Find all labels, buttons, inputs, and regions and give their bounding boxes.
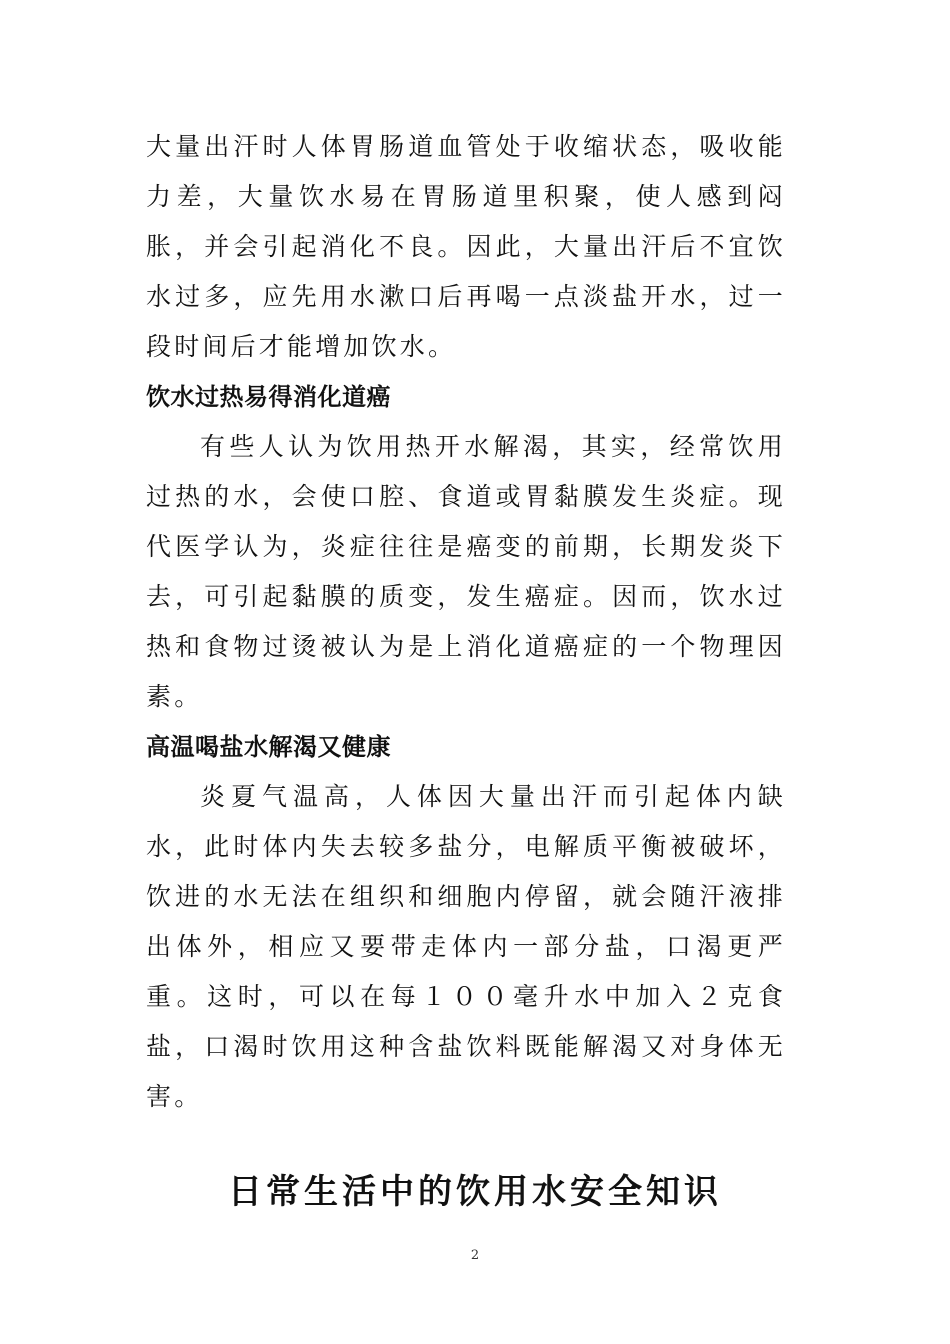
page-number: 2 <box>470 1248 480 1263</box>
section-heading-salt-water: 高温喝盐水解渴又健康 <box>146 733 391 761</box>
paragraph-hot-water-cancer: 有些人认为饮用热开水解渴，其实，经常饮用过热的水，会使口腔、食道或胃黏膜发生炎症。现代医学认为，炎症往往是癌变的前期，长期发炎下去，可引起黏膜的质变，发生癌症。因而，饮水过热和食物过烫被认为是上消化道癌症的一个物理因素。 <box>146 432 786 711</box>
document-title: 日常生活中的饮用水安全知识 <box>228 1172 722 1212</box>
paragraph-salt-water: 炎夏气温高，人体因大量出汗而引起体内缺水，此时体内失去较多盐分，电解质平衡被破坏，饮进的水无法在组织和细胞内停留，就会随汗液排出体外，相应又要带走体内一部分盐，口渴更严重。这时，可以在每１００毫升水中加入２克食盐，口渴时饮用这种含盐饮料既能解渴又对身体无害。 <box>146 782 786 1111</box>
paragraph-sweating-water: 大量出汗时人体胃肠道血管处于收缩状态，吸收能力差，大量饮水易在胃肠道里积聚，使人感到闷胀，并会引起消化不良。因此，大量出汗后不宜饮水过多，应先用水漱口后再喝一点淡盐开水，过一段时间后才能增加饮水。 <box>146 132 786 361</box>
document-body <box>146 122 786 1122</box>
section-heading-hot-water: 饮水过热易得消化道癌 <box>146 383 391 411</box>
